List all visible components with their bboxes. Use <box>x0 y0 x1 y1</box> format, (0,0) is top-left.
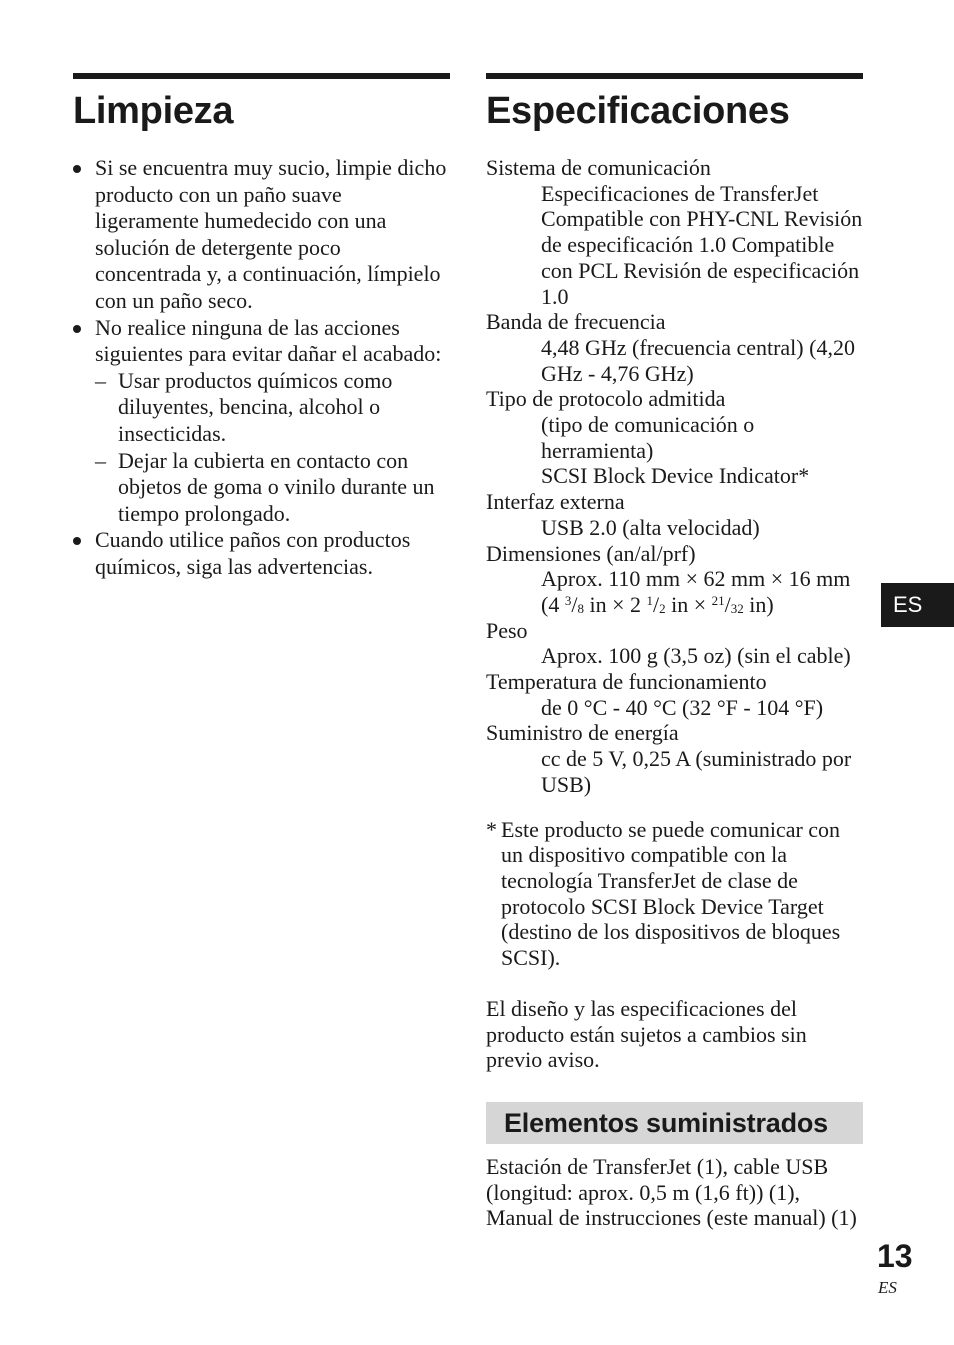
list-item <box>73 527 450 580</box>
fraction-denominator: 2 <box>659 600 666 616</box>
page-language: ES <box>878 1278 897 1297</box>
elementos-heading: Elementos suministrados <box>486 1102 863 1144</box>
spec-label: Banda de frecuencia <box>486 309 666 335</box>
dim-text: in × 2 <box>583 591 647 617</box>
sub-list-item <box>73 448 450 528</box>
fraction-numerator: 21 <box>711 592 725 608</box>
spec-value: Aprox. 110 mm × 62 mm × 16 mm <box>541 566 851 592</box>
spec-label: Peso <box>486 617 528 643</box>
footnote <box>486 817 863 971</box>
sub-item-text: Usar productos químicos como diluyentes, bencina, alcohol o insecticidas. <box>118 367 393 446</box>
fraction-numerator: 3 <box>564 592 572 608</box>
spec-value: (tipo de comunicación o herramienta) <box>541 412 755 463</box>
spec-entry <box>486 618 863 669</box>
fraction-denominator: 8 <box>577 600 584 616</box>
footnote-text: Este producto se puede comunicar con un dispositivo compatible con la tecnología TransferJet de clase de protocolo SCSI Block Device Target (destino de los dispositivos de bloques SCSI). <box>501 816 841 971</box>
limpieza-heading: Limpieza <box>73 90 234 132</box>
spec-entry <box>486 155 863 309</box>
spec-entry <box>486 720 863 797</box>
section-rule <box>73 73 450 79</box>
sub-list-item <box>73 368 450 448</box>
page-number: 13 <box>877 1238 913 1274</box>
spec-label: Tipo de protocolo admitida <box>486 386 726 412</box>
spec-label: Dimensiones (an/al/prf) <box>486 540 696 566</box>
especificaciones-section <box>486 73 863 1231</box>
spec-value: 4,48 GHz (frecuencia central) (4,20 GHz - 4,76 GHz) <box>541 334 855 386</box>
dash-icon: – <box>95 447 106 473</box>
limpieza-section <box>73 73 450 581</box>
spec-value: USB 2.0 (alta velocidad) <box>541 514 760 540</box>
language-tab: ES <box>881 583 954 627</box>
dim-text: in × <box>665 591 712 617</box>
spec-label: Interfaz externa <box>486 489 625 515</box>
spec-entry <box>486 669 863 720</box>
change-notice: El diseño y las especificaciones del producto están sujetos a cambios sin previo aviso. <box>486 995 807 1073</box>
fraction-numerator: 1 <box>646 592 653 608</box>
spec-value: de 0 °C - 40 °C (32 °F - 104 °F) <box>541 694 824 720</box>
bullet-icon <box>73 325 81 333</box>
spec-entry <box>486 309 863 386</box>
footnote-mark: * <box>486 816 497 842</box>
spec-value: SCSI Block Device Indicator* <box>541 463 810 489</box>
spec-label: Suministro de energía <box>486 720 679 746</box>
dim-text: in) <box>743 591 774 617</box>
spec-list <box>486 155 863 1231</box>
spec-value: Especificaciones de TransferJet Compatible con PHY-CNL Revisión de especificación 1.0 Compatible con PCL Revisión de especificación 1.0 <box>541 180 863 309</box>
especificaciones-heading: Especificaciones <box>486 90 790 132</box>
limpieza-list <box>73 155 450 581</box>
section-rule <box>486 73 863 79</box>
elementos-text: Estación de TransferJet (1), cable USB (longitud: aprox. 0,5 m (1,6 ft)) (1), Manual de instrucciones (este manual) (1) <box>486 1153 857 1231</box>
spec-value: Aprox. 100 g (3,5 oz) (sin el cable) <box>541 643 851 669</box>
bullet-text: No realice ninguna de las acciones siguientes para evitar dañar el acabado: <box>95 314 442 367</box>
bullet-icon <box>73 537 81 545</box>
spec-entry <box>486 386 863 489</box>
list-item <box>73 155 450 315</box>
spec-label: Temperatura de funcionamiento <box>486 669 767 695</box>
dim-text: (4 <box>541 591 565 617</box>
list-item <box>73 315 450 368</box>
spec-value-imperial: (4 $^3/_8$ in × 2 $^1/_2$ in × $^{21}/_{32}$ in) <box>541 591 774 617</box>
fraction-denominator: 32 <box>730 600 744 616</box>
spec-entry <box>486 541 863 618</box>
spec-label: Sistema de comunicación <box>486 155 711 180</box>
sub-item-text: Dejar la cubierta en contacto con objetos de goma o vinilo durante un tiempo prolongado. <box>118 447 435 526</box>
bullet-text: Cuando utilice paños con productos químicos, siga las advertencias. <box>95 527 411 579</box>
bullet-text: Si se encuentra muy sucio, limpie dicho producto con un paño suave ligeramente humedecido con una solución de detergente poco concentrada y, a continuación, límpielo con un paño seco. <box>95 155 447 313</box>
spec-entry <box>486 489 863 540</box>
dash-icon: – <box>95 367 106 393</box>
spec-value: cc de 5 V, 0,25 A (suministrado por USB) <box>541 746 852 797</box>
bullet-icon <box>73 165 81 173</box>
